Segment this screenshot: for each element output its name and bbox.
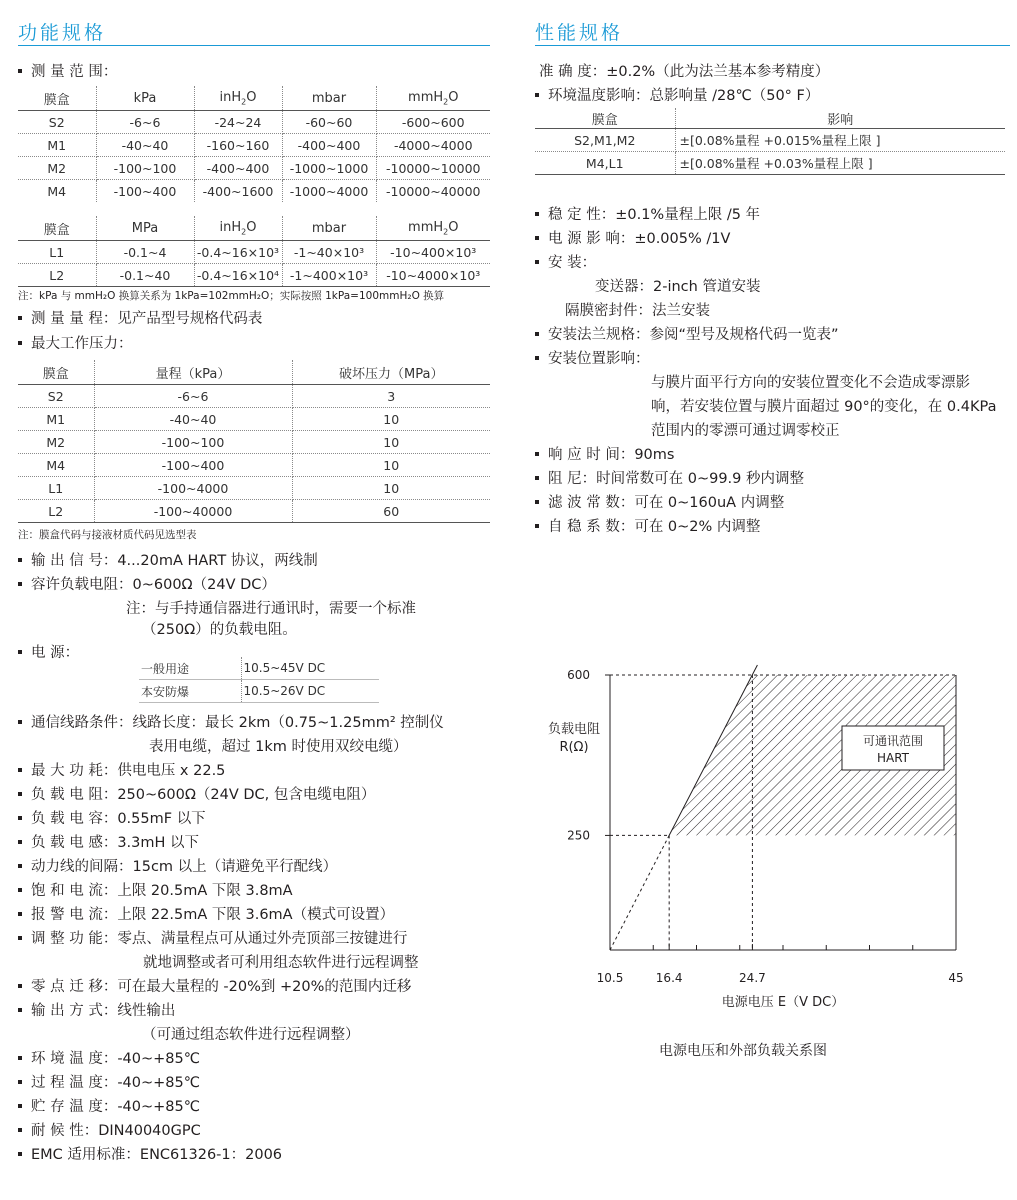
table-row: M4,L1 ±[0.08%量程 +0.03%量程上限 ]	[535, 152, 1005, 175]
chart-title: 电源电压和外部负载关系图	[659, 1043, 827, 1059]
x-tick-label: 16.4	[655, 971, 683, 985]
range-table	[18, 86, 490, 287]
y-tick-label: 600	[567, 668, 590, 682]
power-table	[139, 657, 379, 703]
spec-row: 响 应 时 间：90ms	[535, 445, 674, 465]
power-effect-row: 电 源 影 响：±0.005% /1V	[535, 229, 730, 249]
position-row: 安装位置影响：	[535, 349, 650, 369]
range-header: mmH$_2$O	[376, 86, 490, 111]
table-row: S2 -6~6 3	[18, 385, 490, 408]
table-row: L1 -100~4000 10	[18, 477, 490, 500]
spec-row: 贮 存 温 度：-40~+85℃	[18, 1097, 200, 1117]
stability-row: 稳 定 性：±0.1%量程上限 /5 年	[535, 205, 760, 225]
flange-row: 安装法兰规格：参阅“型号及规格代码一览表”	[535, 325, 839, 345]
output-mode-cont: （可通过组态软件进行远程调整）	[142, 1027, 360, 1043]
function-spec-title: 功能规格	[18, 18, 490, 46]
table-row: 一般用途 10.5~45V DC	[139, 657, 379, 680]
zero-shift-row: 零 点 迁 移：可在最大量程的 -20%到 +20%的范围内迁移	[18, 977, 411, 997]
table-row: M4 -100~400 -400~1600 -1000~4000 -10000~40000	[18, 180, 490, 210]
spec-row: 环 境 温 度：-40~+85℃	[18, 1049, 200, 1069]
table-row: M1 -40~40 -160~160 -400~400 -4000~4000	[18, 134, 490, 157]
spec-row: 耐 候 性：DIN40040GPC	[18, 1121, 201, 1141]
performance-spec-title: 性能规格	[535, 18, 1010, 46]
y-tick-label: 250	[567, 828, 590, 843]
table-row: M4 -100~400 10	[18, 454, 490, 477]
ambient-table: 膜盒 影响 S2,M1,M2 ±[0.08%量程 +0.015%量程上限 ] M4,L1 ±[0.08%量程 +0.03%量程上限 ]	[535, 108, 1005, 175]
spec-row: 动力线的间隔：15cm 以上（请避免平行配线）	[18, 857, 337, 877]
table-row: L2 -100~40000 60	[18, 500, 490, 523]
range-header: MPa	[96, 209, 194, 241]
install-seal: 隔膜密封件：法兰安装	[565, 303, 710, 319]
accuracy-row: 准 确 度：±0.2%（此为法兰基本参考精度）	[539, 64, 830, 80]
position-line: 响，若安装位置与膜片面超过 90°的变化，在 0.4KPa	[651, 399, 997, 415]
range-label-row: 测 量 范 围：	[18, 62, 117, 82]
range-header: kPa	[96, 86, 194, 111]
ambient-row: 环境温度影响：总影响量 /28℃（50° F）	[535, 86, 819, 106]
max-pressure-row: 最大工作压力：	[18, 334, 133, 354]
table-row: S2,M1,M2 ±[0.08%量程 +0.015%量程上限 ]	[535, 129, 1005, 152]
load-voltage-chart	[535, 650, 1010, 1070]
y-axis-label-line2: R(Ω)	[559, 740, 589, 755]
region-label-hart: HART	[876, 751, 910, 765]
spec-row: 负 载 电 阻：250~600Ω（24V DC, 包含电缆电阻）	[18, 785, 375, 805]
spec-row: 滤 波 常 数：可在 0~160uA 内调整	[535, 493, 784, 513]
spec-row: 自 稳 系 数：可在 0~2% 内调整	[535, 517, 760, 537]
y-axis-label-line1: 负载电阻	[547, 722, 601, 737]
install-transmitter: 变送器：2-inch 管道安装	[595, 279, 761, 295]
span-row: 测 量 量 程：见产品型号规格代码表	[18, 309, 262, 329]
adjust-cont: 就地调整或者可利用组态软件进行远程调整	[143, 955, 419, 971]
table-row: M2 -100~100 -400~400 -1000~1000 -10000~10000	[18, 157, 490, 180]
load-note-line1: 注：与手持通信器进行通讯时，需要一个标准	[126, 601, 416, 617]
output-mode-row: 输 出 方 式：线性输出	[18, 1001, 175, 1021]
load-resistance-row: 容许负载电阻：0~600Ω（24V DC）	[18, 575, 276, 595]
position-line: 与膜片面平行方向的安装位置变化不会造成零漂影	[651, 375, 970, 391]
x-axis-label: 电源电压 E（V DC）	[721, 995, 845, 1010]
power-row: 电 源：	[18, 643, 79, 663]
range-header: inH$_2$O	[194, 209, 282, 241]
table-row: M1 -40~40 10	[18, 408, 490, 431]
boundary-dashed	[610, 835, 669, 950]
range-header: 膜盒	[18, 86, 96, 111]
spec-row: 报 警 电 流：上限 22.5mA 下限 3.6mA（模式可设置）	[18, 905, 394, 925]
spec-row: 过 程 温 度：-40~+85℃	[18, 1073, 200, 1093]
table-row: S2 -6~6 -24~24 -60~60 -600~600	[18, 111, 490, 134]
range-header: 膜盒	[18, 209, 96, 241]
table-row: 本安防爆 10.5~26V DC	[139, 680, 379, 703]
table-row: M2 -100~100 10	[18, 431, 490, 454]
spec-row: 阻 尼：时间常数可在 0~99.9 秒内调整	[535, 469, 804, 489]
x-tick-label: 45	[948, 971, 964, 985]
comm-row: 通信线路条件：线路长度：最长 2km（0.75~1.25mm² 控制仪	[18, 713, 444, 733]
x-tick-label: 24.7	[739, 971, 766, 985]
output-signal-row: 输 出 信 号：4...20mA HART 协议，两线制	[18, 551, 318, 571]
spec-row: 饱 和 电 流：上限 20.5mA 下限 3.8mA	[18, 881, 293, 901]
range-header: mmH$_2$O	[376, 209, 490, 241]
range-header: inH$_2$O	[194, 86, 282, 111]
spec-row: EMC 适用标准：ENC61326-1：2006	[18, 1145, 282, 1165]
spec-row: 调 整 功 能：零点、满量程点可从通过外壳顶部三按键进行	[18, 929, 407, 949]
range-header: mbar	[282, 86, 376, 111]
table-row: L1 -0.1~4 -0.4~16×10³ -1~40×10³ -10~400×10³	[18, 241, 490, 264]
pressure-table: 膜盒 量程（kPa） 破坏压力（MPa） S2 -6~6 3 M1 -40~40 10 M2 -100~100 10 M4 -100~400 10 L1 -100~4000 10 L2 -100~40000 60	[18, 360, 490, 523]
range-header: mbar	[282, 209, 376, 241]
range-note: 注：kPa 与 mmH₂O 换算关系为 1kPa=102mmH₂O；实际按照 1kPa=100mmH₂O 换算	[18, 290, 445, 302]
spec-row: 最 大 功 耗：供电电压 x 22.5	[18, 761, 225, 781]
comm-row-cont: 表用电缆，超过 1km 时使用双绞电缆）	[149, 739, 408, 755]
region-label: 可通讯范围	[862, 734, 924, 748]
install-row: 安 装：	[535, 253, 596, 273]
x-tick-label: 10.5	[596, 971, 624, 985]
load-note-line2: （250Ω）的负载电阻。	[142, 622, 297, 638]
pressure-note: 注：膜盒代码与接液材质代码见选型表	[18, 529, 197, 541]
spec-row: 负 载 电 感：3.3mH 以下	[18, 833, 199, 853]
position-line: 范围内的零漂可通过调零校正	[651, 423, 840, 439]
spec-row: 负 载 电 容：0.55mF 以下	[18, 809, 206, 829]
table-row: L2 -0.1~40 -0.4~16×10⁴ -1~400×10³ -10~4000×10³	[18, 264, 490, 287]
